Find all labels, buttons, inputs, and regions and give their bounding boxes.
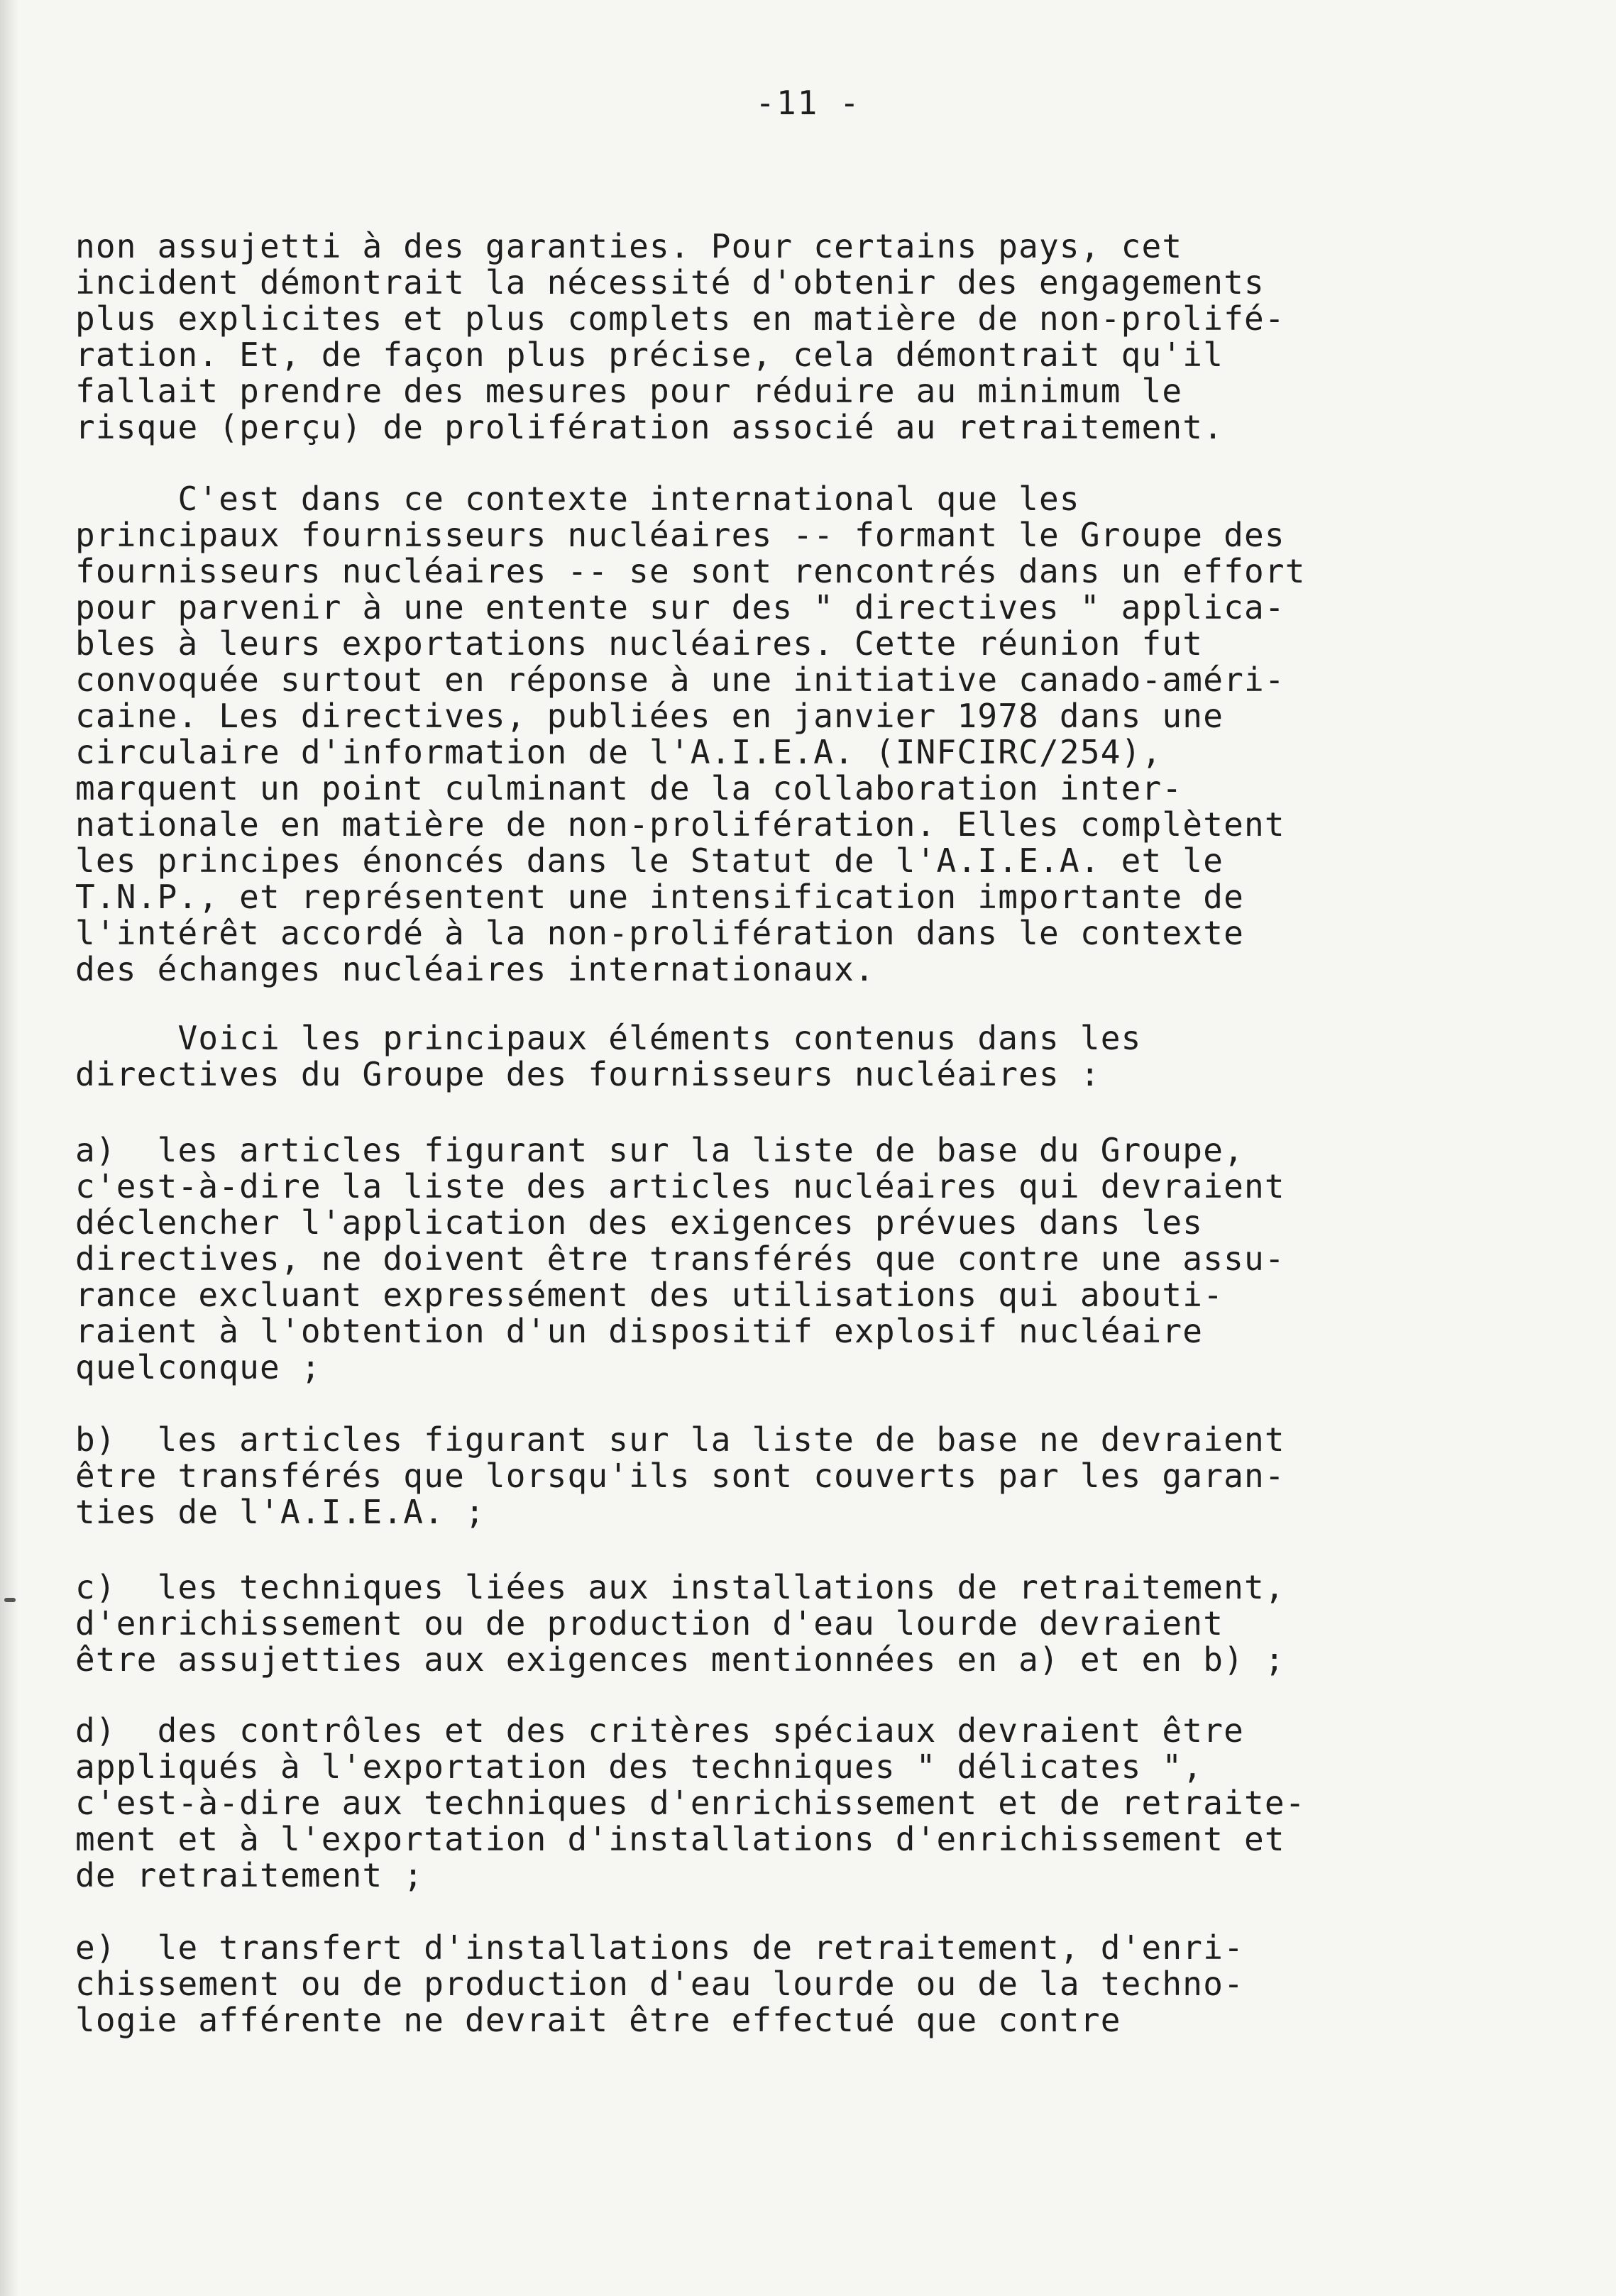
list-item-b — [75, 1422, 1523, 1530]
text-line: chissement ou de production d'eau lourde ou de la techno- — [75, 1965, 1244, 2003]
text-line: directives du Groupe des fournisseurs nucléaires : — [75, 1055, 1101, 1093]
text-line: plus explicites et plus complets en matière de non-prolifé- — [75, 299, 1285, 338]
text-line: quelconque ; — [75, 1348, 321, 1386]
paragraph-supplier-group — [75, 481, 1523, 988]
page-number: -11 - — [755, 84, 861, 122]
list-item-d — [75, 1713, 1523, 1894]
list-item-e — [75, 1930, 1523, 2038]
text-line: être assujetties aux exigences mentionnées en a) et en b) ; — [75, 1640, 1285, 1679]
text-line: être transférés que lorsqu'ils sont couverts par les garan- — [75, 1457, 1285, 1495]
text-line: de retraitement ; — [75, 1856, 424, 1894]
text-line: raient à l'obtention d'un dispositif explosif nucléaire — [75, 1312, 1204, 1350]
text-line: bles à leurs exportations nucléaires. Cette réunion fut — [75, 624, 1204, 663]
text-line: des échanges nucléaires internationaux. — [75, 950, 875, 988]
text-line: appliqués à l'exportation des techniques " délicates ", — [75, 1748, 1204, 1786]
text-line: fallait prendre des mesures pour réduire au minimum le — [75, 372, 1183, 410]
text-line: fournisseurs nucléaires -- se sont rencontrés dans un effort — [75, 552, 1306, 590]
text-line: convoquée surtout en réponse à une initiative canado-améri- — [75, 661, 1285, 699]
text-line: c'est-à-dire aux techniques d'enrichissement et de retraite- — [75, 1784, 1306, 1822]
text-line: ration. Et, de façon plus précise, cela démontrait qu'il — [75, 336, 1224, 374]
text-line: e) le transfert d'installations de retraitement, d'enri- — [75, 1928, 1244, 1967]
text-line: nationale en matière de non-prolifération. Elles complètent — [75, 805, 1285, 844]
text-line: b) les articles figurant sur la liste de base ne devraient — [75, 1420, 1285, 1459]
text-line: caine. Les directives, publiées en janvier 1978 dans une — [75, 697, 1224, 735]
text-line: incident démontrait la nécessité d'obtenir des engagements — [75, 263, 1265, 302]
text-line: ties de l'A.I.E.A. ; — [75, 1493, 485, 1531]
text-line: marquent un point culminant de la collaboration inter- — [75, 769, 1183, 807]
text-line: l'intérêt accordé à la non-prolifération dans le contexte — [75, 914, 1244, 952]
list-item-c — [75, 1569, 1523, 1678]
text-line: circulaire d'information de l'A.I.E.A. (INFCIRC/254), — [75, 733, 1162, 771]
text-line: principaux fournisseurs nucléaires -- formant le Groupe des — [75, 516, 1285, 554]
text-line: pour parvenir à une entente sur des " directives " applica- — [75, 588, 1285, 627]
text-line: Voici les principaux éléments contenus dans les — [75, 1019, 1142, 1057]
page-edge-shadow — [0, 0, 18, 2296]
list-item-a — [75, 1132, 1523, 1386]
text-line: c) les techniques liées aux installations de retraitement, — [75, 1568, 1285, 1606]
text-line: non assujetti à des garanties. Pour certains pays, cet — [75, 227, 1183, 265]
text-line: logie afférente ne devrait être effectué que contre — [75, 2001, 1121, 2039]
paragraph-main-elements — [75, 1020, 1523, 1093]
text-line: directives, ne doivent être transférés que contre une assu- — [75, 1240, 1285, 1278]
text-line: d) des contrôles et des critères spéciaux devraient être — [75, 1711, 1244, 1750]
text-line: déclencher l'application des exigences prévues dans les — [75, 1203, 1204, 1242]
paragraph-context — [75, 228, 1523, 446]
text-line: les principes énoncés dans le Statut de l'A.I.E.A. et le — [75, 841, 1224, 880]
scan-artifact — [4, 1598, 16, 1602]
text-line: risque (perçu) de prolifération associé au retraitement. — [75, 408, 1224, 446]
text-line: C'est dans ce contexte international que les — [75, 480, 1080, 518]
text-line: T.N.P., et représentent une intensification importante de — [75, 878, 1244, 916]
text-line: a) les articles figurant sur la liste de base du Groupe, — [75, 1131, 1244, 1169]
text-line: rance excluant expressément des utilisations qui abouti- — [75, 1276, 1224, 1314]
text-line: ment et à l'exportation d'installations d'enrichissement et — [75, 1820, 1285, 1858]
text-line: d'enrichissement ou de production d'eau lourde devraient — [75, 1604, 1224, 1643]
text-line: c'est-à-dire la liste des articles nucléaires qui devraient — [75, 1167, 1285, 1205]
